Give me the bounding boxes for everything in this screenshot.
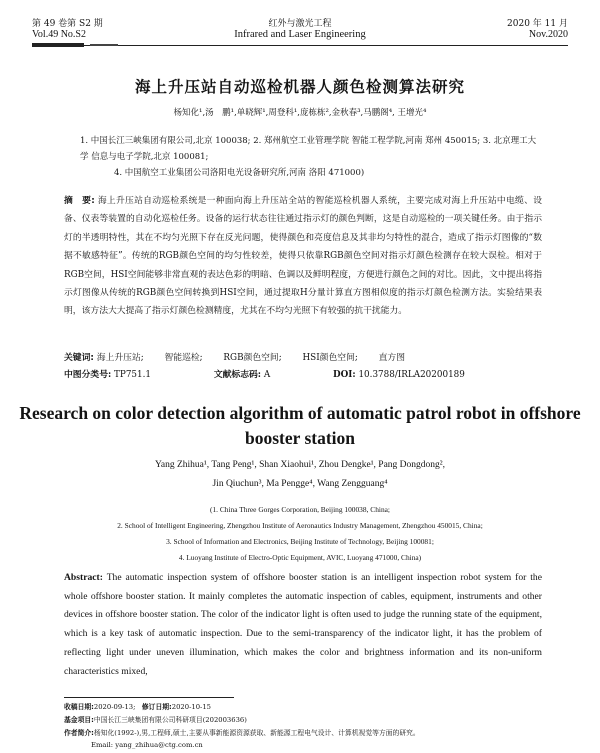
cn-title: 海上升压站自动巡检机器人颜色检测算法研究 xyxy=(134,78,465,96)
footnote-fund: 基金项目:中国长江三峡集团有限公司科研项目(202003636) xyxy=(64,716,247,724)
en-abstract xyxy=(64,569,542,681)
en-abstract-text: The automatic inspection system of offshore booster station is an intelligent inspection robot system for the whole offshore booster station. It mainly completes the automatic inspection of cables, equipment, instruments and other devices in offshore booster station. The color of the indicator light is often used to judge the running state of the equipment, which is a key task of automatic inspection. Due to the semi-transparency of the indicator light, it has the problem of reflecting light under uneven illumination, which makes the color and brightness information and its non-uniform characteristics mixed, xyxy=(64,572,542,677)
en-authors-line: Yang Zhihua¹, Tang Peng¹, Shan Xiaohui¹, Zhou Dengke¹, Pang Dongdong², xyxy=(154,460,446,470)
en-title: Research on color detection algorithm of automatic patrol robot in offshore booster station xyxy=(19,403,581,448)
header-en-journal: Infrared and Laser Engineering xyxy=(234,29,366,40)
cn-abstract xyxy=(64,192,542,321)
cn-affiliation-1: 1. 中国长江三峡集团有限公司,北京 100038; 2. 郑州航空工业管理学院 智能工程学院,河南 郑州 450015; 3. 北京理工大学 信息与电子学院,北京 100081; xyxy=(80,136,537,162)
footnote-author: 作者简介:杨知化(1992-),男,工程师,硕士,主要从事新能源资源获取、新能源工程电气设计、计算机视觉等方面的研究。 xyxy=(64,729,420,737)
en-authors-line: Jin Qiuchun³, Ma Pengge⁴, Wang Zengguang⁴ xyxy=(212,479,388,489)
cn-keyword: RGB颜色空间; xyxy=(223,353,282,363)
cn-affiliation-2: 4. 中国航空工业集团公司洛阳电光设备研究所,河南 洛阳 471000) xyxy=(114,168,365,178)
cn-abstract-text: 海上升压站自动巡检系统是一种面向海上升压站全站的智能巡检机器人系统，主要完成对海上升压站中电缆、设备、仪表等装置的自动化巡检任务。设备的运行状态往往通过指示灯的颜色判断，这是自动巡检的一项关键任务。由于指示灯的半透明特性，其在不均匀光照下存在反光问题，使得颜色和亮度信息及其非均匀特性的混合，造成了指示灯图像的“数据不敏感特征”。传统的RGB颜色空间的均匀性较差，使得只依靠RGB颜色空间对指示灯颜色检测存在较大误检。相对于RGB空间，HSI空间能够非常直观的表达色彩的明暗、色调以及鲜明程度，方便进行颜色之间的对比。因此，文中提出将指示灯图像从传统的RGB颜色空间转换到HSI空间，通过提取H分量计算直方图相似度的指示灯颜色检测方法。实验结果表明，该方法大大提高了指示灯颜色检测精度，尤其在不均匀光照下有较强的抗干扰能力。 xyxy=(64,196,542,317)
en-abstract-label: Abstract: xyxy=(64,572,103,583)
header-cn-journal: 红外与激光工程 xyxy=(268,19,332,29)
cn-keyword: 直方图 xyxy=(378,353,406,363)
en-affiliations xyxy=(40,502,560,566)
cn-keyword: 海上升压站; xyxy=(96,353,144,363)
doi: DOI: 10.3788/IRLA20200189 xyxy=(333,370,465,380)
cn-authors: 杨知化¹,汤 鹏¹,单晓辉¹,周登科¹,庞栋栋²,金秋春³,马鹏阁⁴, 王增光⁴ xyxy=(173,108,427,118)
footnote-email: Email: yang_zhihua@ctg.com.cn xyxy=(91,741,203,749)
footnote-dates: 收稿日期:2020-09-13; 修订日期:2020-10-15 xyxy=(64,703,211,711)
header-en-date: Nov.2020 xyxy=(528,29,568,40)
header-en-volume: Vol.49 No.S2 xyxy=(32,29,86,40)
header-accent-bar-small xyxy=(90,44,118,46)
cn-abstract-label: 摘 要: xyxy=(64,196,95,206)
header-accent-bar xyxy=(32,43,84,47)
cn-keyword: 智能巡检; xyxy=(164,353,203,363)
cn-keywords-label: 关键词: xyxy=(64,353,94,363)
en-affiliation: (1. China Three Gorges Corporation, Beijing 100038, China; xyxy=(210,505,390,514)
cn-keywords xyxy=(64,350,542,366)
cn-classification xyxy=(64,367,542,380)
footnote-rule xyxy=(64,697,234,698)
clc-code: 中图分类号: TP751.1 xyxy=(64,370,152,380)
document-code: 文献标志码: A xyxy=(213,370,271,380)
en-affiliation: 2. School of Intelligent Engineering, Zhengzhou Institute of Aeronautics Industry Management, Zhengzhou 450015, China; xyxy=(117,521,483,530)
en-affiliation: 4. Luoyang Institute of Electro-Optic Equipment, AVIC, Luoyang 471000, China) xyxy=(178,553,422,562)
header-cn-volume: 第 49 卷第 S2 期 xyxy=(32,19,103,29)
header-cn-date: 2020 年 11 月 xyxy=(507,19,568,29)
en-affiliation: 3. School of Information and Electronics, Beijing Institute of Technology, Beijing 100081; xyxy=(166,537,434,546)
cn-keyword: HSI颜色空间; xyxy=(302,353,358,363)
en-authors xyxy=(0,456,600,494)
